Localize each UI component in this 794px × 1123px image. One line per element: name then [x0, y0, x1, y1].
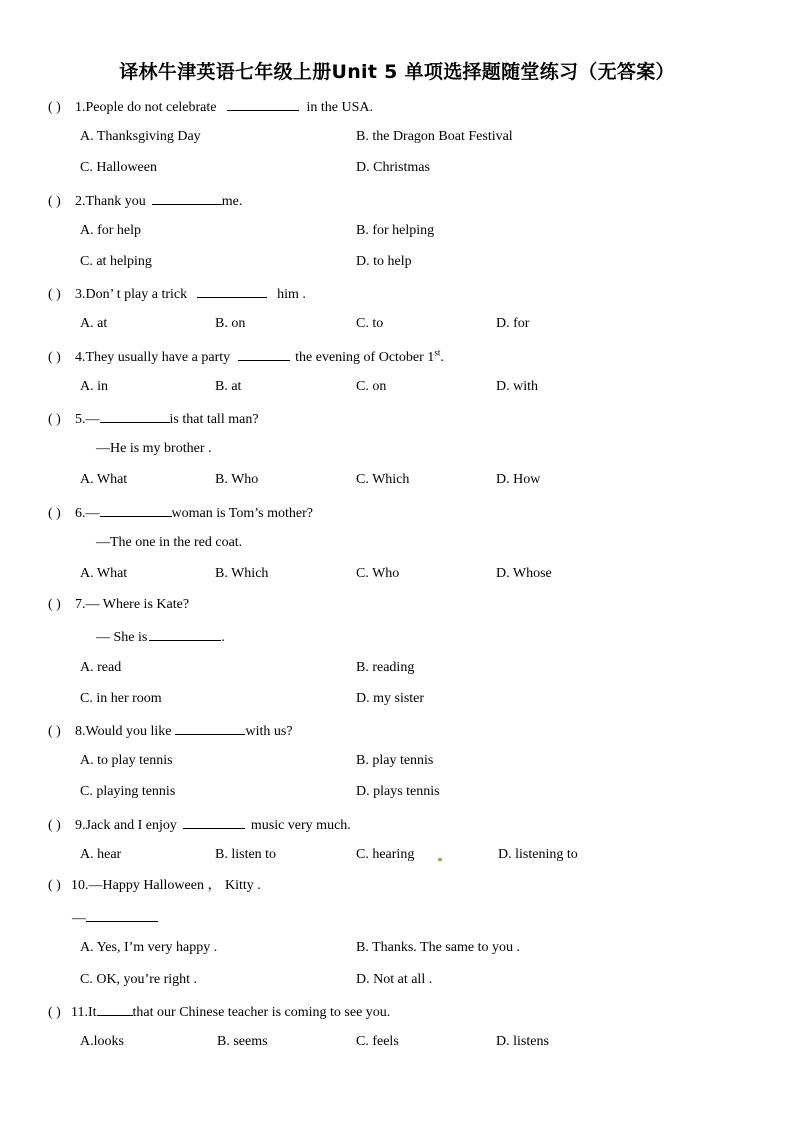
- option-c[interactable]: C. feels: [356, 1034, 399, 1049]
- question-3: ( ) 3.Don’ t play a trick him .: [48, 283, 306, 303]
- question-8: ( ) 8.Would you like with us?: [48, 720, 293, 740]
- option-c[interactable]: C. OK, you’re right .: [80, 972, 198, 987]
- dialogue-reply: —: [72, 907, 158, 927]
- option-d[interactable]: D. listens: [496, 1034, 549, 1049]
- question-2: ( ) 2.Thank you me.: [48, 190, 242, 210]
- question-10: ( ) 10.—Happy Halloween ， Kitty .: [48, 878, 261, 893]
- option-c[interactable]: C. on: [356, 379, 387, 394]
- question-1: ( ) 1.People do not celebrate in the USA.: [48, 96, 373, 116]
- option-b[interactable]: B. at: [215, 379, 242, 394]
- option-d[interactable]: D. with: [496, 379, 538, 394]
- option-a[interactable]: A. in: [80, 379, 108, 394]
- fill-blank[interactable]: [149, 626, 221, 641]
- option-b[interactable]: B. seems: [217, 1034, 268, 1049]
- option-c[interactable]: C. hearing: [356, 847, 415, 862]
- fill-blank[interactable]: [97, 1001, 133, 1016]
- fill-blank[interactable]: [152, 190, 222, 205]
- option-c[interactable]: C. Which: [356, 472, 410, 487]
- option-b[interactable]: B. for helping: [356, 223, 435, 238]
- option-a[interactable]: A. Thanksgiving Day: [80, 129, 201, 144]
- option-a[interactable]: A. at: [80, 316, 108, 331]
- dialogue-reply: —He is my brother .: [96, 441, 212, 456]
- fill-blank[interactable]: [100, 408, 170, 423]
- fill-blank[interactable]: [238, 346, 290, 361]
- option-a[interactable]: A.looks: [80, 1034, 124, 1049]
- question-9: ( ) 9.Jack and I enjoy music very much.: [48, 814, 351, 834]
- fill-blank[interactable]: [100, 502, 172, 517]
- option-b[interactable]: B. the Dragon Boat Festival: [356, 129, 513, 144]
- option-a[interactable]: A. read: [80, 660, 122, 675]
- question-6: ( ) 6.— woman is Tom’s mother?: [48, 502, 313, 522]
- option-c[interactable]: C. Who: [356, 566, 400, 581]
- option-a[interactable]: A. for help: [80, 223, 142, 238]
- option-b[interactable]: B. Who: [215, 472, 259, 487]
- option-d[interactable]: D. for: [496, 316, 530, 331]
- option-a[interactable]: A. What: [80, 472, 128, 487]
- question-5: ( ) 5.— is that tall man?: [48, 408, 259, 428]
- option-b[interactable]: B. Which: [215, 566, 269, 581]
- fill-blank[interactable]: [86, 907, 158, 922]
- question-7: ( ) 7.— Where is Kate?: [48, 597, 190, 612]
- page-title: 译林牛津英语七年级上册Unit 5 单项选择题随堂练习（无答案）: [119, 61, 675, 83]
- question-4: ( ) 4.They usually have a party the evening of October 1st.: [48, 347, 444, 365]
- option-d[interactable]: D. my sister: [356, 691, 425, 706]
- option-d[interactable]: D. plays tennis: [356, 784, 440, 799]
- option-a[interactable]: A. to play tennis: [80, 753, 173, 768]
- option-b[interactable]: B. Thanks. The same to you .: [356, 940, 520, 955]
- option-d[interactable]: D. listening to: [498, 847, 578, 862]
- option-d[interactable]: D. How: [496, 472, 541, 487]
- option-c[interactable]: C. at helping: [80, 254, 152, 269]
- option-d[interactable]: D. Not at all .: [356, 972, 433, 987]
- option-d[interactable]: D. Whose: [496, 566, 552, 581]
- option-a[interactable]: A. What: [80, 566, 128, 581]
- dialogue-reply: — She is .: [96, 626, 225, 646]
- option-a[interactable]: A. Yes, I’m very happy .: [80, 940, 218, 955]
- option-a[interactable]: A. hear: [80, 847, 122, 862]
- stray-mark: [438, 858, 442, 861]
- answer-bracket: ( ): [48, 100, 61, 115]
- fill-blank[interactable]: [227, 96, 299, 111]
- option-d[interactable]: D. to help: [356, 254, 412, 269]
- fill-blank[interactable]: [183, 814, 245, 829]
- fill-blank[interactable]: [175, 720, 245, 735]
- option-c[interactable]: C. in her room: [80, 691, 162, 706]
- dialogue-reply: —The one in the red coat.: [96, 535, 243, 550]
- question-11: ( ) 11.It that our Chinese teacher is coming to see you.: [48, 1001, 390, 1021]
- option-c[interactable]: C. playing tennis: [80, 784, 176, 799]
- option-b[interactable]: B. on: [215, 316, 246, 331]
- option-c[interactable]: C. Halloween: [80, 160, 157, 175]
- option-b[interactable]: B. listen to: [215, 847, 277, 862]
- option-d[interactable]: D. Christmas: [356, 160, 430, 175]
- option-b[interactable]: B. reading: [356, 660, 415, 675]
- option-b[interactable]: B. play tennis: [356, 753, 434, 768]
- option-c[interactable]: C. to: [356, 316, 384, 331]
- fill-blank[interactable]: [197, 283, 267, 298]
